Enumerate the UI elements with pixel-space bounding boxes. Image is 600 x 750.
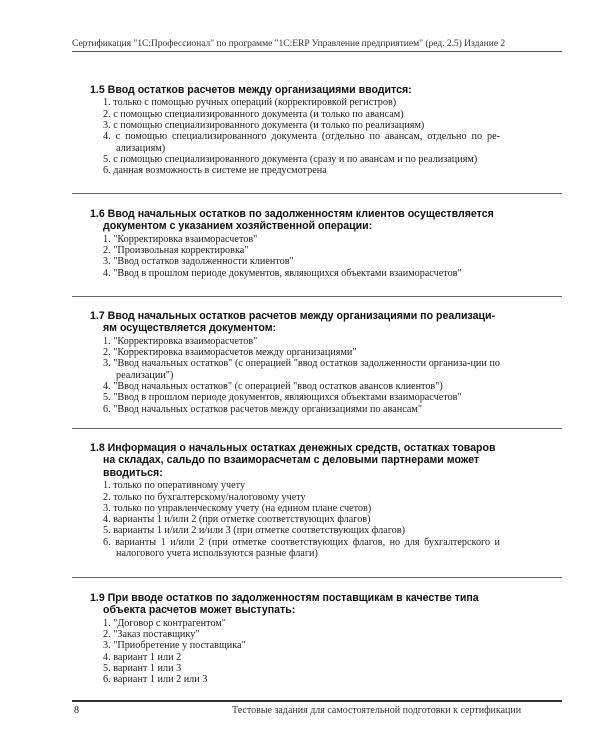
answer-option: 2. "Произвольная корректировка" xyxy=(103,245,249,257)
question-title-line: вводиться: xyxy=(103,466,163,479)
question-title xyxy=(90,310,500,335)
question-title-line: объекта расчетов может выступать: xyxy=(103,604,296,617)
answer-option: 5. варианты 1 и/или 2 и/или 3 (при отметке соответствующих флагов) xyxy=(103,525,405,537)
section-divider xyxy=(72,577,562,578)
answer-options xyxy=(90,618,500,686)
answer-option: 3. с помощью специализированного документа (и только по реализациям) xyxy=(103,120,425,131)
answer-option: 6. вариант 1 или 2 или 3 xyxy=(103,674,208,686)
question-title-line: 1.8 Информация о начальных остатках денежных средств, остатках товаров xyxy=(90,442,496,454)
question-1-6 xyxy=(90,208,500,279)
question-title-line: 1.9 При вводе остатков по задолженностям поставщикам в качестве типа xyxy=(90,592,479,604)
section-divider xyxy=(72,428,562,429)
answer-option: 1. только с помощью ручных операций (корректировкой регистров) xyxy=(103,97,397,109)
answer-option: 5. вариант 1 или 3 xyxy=(103,663,182,674)
question-title-line: на складах, сальдо по взаиморасчетам с деловыми партнерами может xyxy=(103,454,480,467)
answer-option: 3. "Приобретение у поставщика" xyxy=(103,640,246,652)
answer-option: 4. "Ввод начальных остатков" (с операцией "ввод остатков авансов клиентов") xyxy=(103,381,443,392)
answer-option: 2. только по бухгалтерскому/налоговому учету xyxy=(103,491,306,503)
answer-option: 2. с помощью специализированного документа (и только по авансам) xyxy=(103,108,404,120)
question-title xyxy=(90,84,500,96)
answer-options xyxy=(90,480,500,559)
header-divider xyxy=(72,51,562,52)
answer-option: 6. варианты 1 и/или 2 (при отметке соответствующих флагов, но для бухгалтерского и налогового учета используются разные флаги) xyxy=(103,536,500,559)
question-title xyxy=(90,592,500,617)
question-title-line: 1.6 Ввод начальных остатков по задолженностям клиентов осуществляется xyxy=(90,208,494,220)
answer-option: 3. "Ввод остатков задолженности клиентов" xyxy=(103,256,294,268)
page-header: Сертификация "1С:Профессионал" по программе "1С:ERP Управление предприятием" (ред. 2.5) Издание 2 xyxy=(72,38,506,49)
question-title xyxy=(90,208,500,233)
answer-option: 4. вариант 1 или 2 xyxy=(103,651,182,663)
question-title-line: 1.7 Ввод начальных остатков расчетов между организациями по реализаци- xyxy=(90,310,496,322)
answer-option: 5. "Ввод в прошлом периоде документов, являющихся объектами взаиморасчетов" xyxy=(103,392,462,404)
question-1-9 xyxy=(90,592,500,686)
section-divider xyxy=(72,296,562,297)
answer-options xyxy=(90,336,500,415)
answer-option: 6. "Ввод начальных остатков расчетов между организациями по авансам" xyxy=(103,403,423,415)
page-number: 8 xyxy=(74,705,79,716)
answer-option: 1. "Корректировка взаиморасчетов" xyxy=(103,233,258,245)
footer-title: Тестовые задания для самостоятельной подготовки к сертификации xyxy=(232,705,522,716)
question-title-line: ям осуществляется документом: xyxy=(103,322,277,335)
answer-option: 5. с помощью специализированного документа (сразу и по авансам и по реализациям) xyxy=(103,153,478,165)
question-1-5 xyxy=(90,84,500,176)
question-title-line: 1.5 Ввод остатков расчетов между организациями вводится: xyxy=(90,84,412,96)
answer-option: 4. с помощью специализированного документа (отдельно по авансам, отдельно по ре-ализациям) xyxy=(103,131,500,154)
answer-option: 2. "Корректировка взаиморасчетов между организациями" xyxy=(103,347,357,359)
section-divider xyxy=(72,193,562,194)
answer-option: 2. "Заказ поставщику" xyxy=(103,629,200,641)
answer-option: 1. только по оперативному учету xyxy=(103,480,246,492)
question-title-line: документом с указанием хозяйственной операции: xyxy=(103,220,373,233)
answer-option: 6. данная возможность в системе не предусмотрена xyxy=(103,165,327,177)
question-title xyxy=(90,442,500,479)
question-1-7 xyxy=(90,310,500,415)
answer-options xyxy=(90,234,500,279)
question-1-8 xyxy=(90,442,500,559)
answer-option: 1. "Корректировка взаиморасчетов" xyxy=(103,335,258,347)
answer-option: 1. "Договор с контрагентом" xyxy=(103,617,226,629)
answer-option: 4. варианты 1 и/или 2 (при отметке соответствующих флагов) xyxy=(103,514,371,526)
answer-option: 4. "Ввод в прошлом периоде документов, являющихся объектами взаиморасчетов" xyxy=(103,267,462,279)
answer-options xyxy=(90,97,500,176)
answer-option: 3. "Ввод начальных остатков" (с операцией "ввод остатков задолженности организа-ции по реализации") xyxy=(103,358,500,381)
footer-divider xyxy=(72,700,562,702)
answer-option: 3. только по управленческому учету (на едином плане счетов) xyxy=(103,502,372,514)
